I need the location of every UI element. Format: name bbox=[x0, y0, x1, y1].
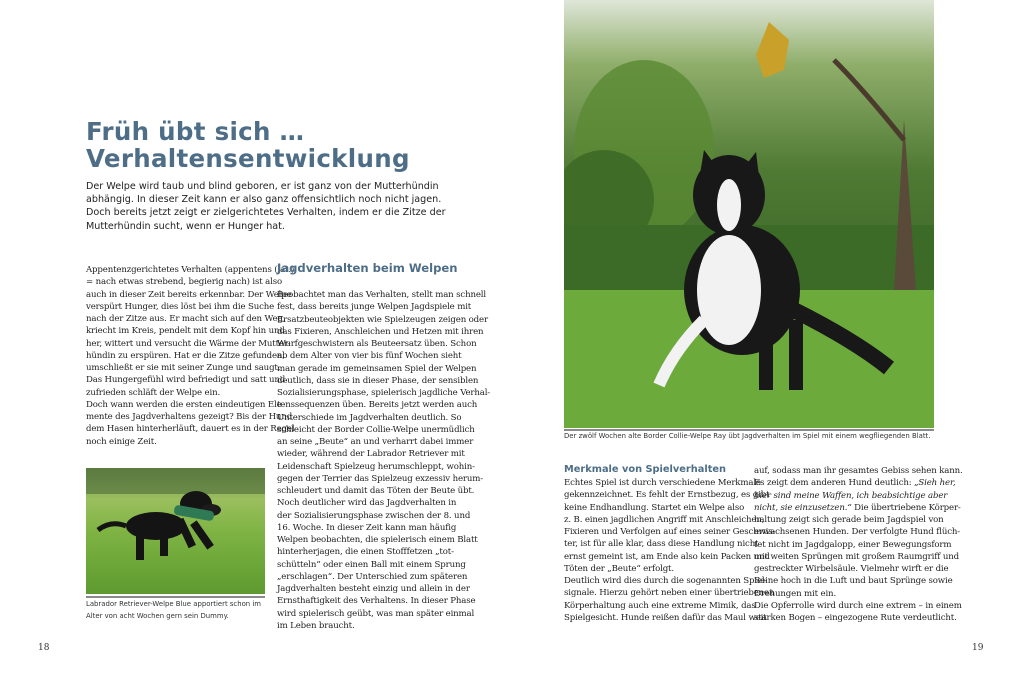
border-collie-photo bbox=[564, 0, 934, 428]
text-segment: auf, sodass man ihr gesamtes Gebiss sehen kann. bbox=[754, 466, 963, 476]
text-line: Fixieren und Verfolgen auf eines seiner Geschwis- bbox=[564, 527, 776, 537]
text-line bbox=[754, 600, 963, 612]
text-line: gegen der Terrier das Spielzeug exzessiv herum- bbox=[277, 473, 483, 484]
caption-rule bbox=[86, 596, 265, 598]
text-segment: haltung zeigt sich gerade beim Jagdspiel von bbox=[754, 515, 944, 525]
text-line: nach der Zitze aus. Er macht sich auf den Weg, bbox=[86, 314, 286, 324]
body-column-1 bbox=[86, 264, 294, 448]
text-line: deutlich, dass sie in dieser Phase, der sensiblen bbox=[277, 375, 479, 386]
page-number-right: 19 bbox=[972, 643, 984, 653]
text-line: wird spielerisch geübt, was man später einmal bbox=[277, 608, 475, 619]
caption-line: Alter von acht Wochen gern sein Dummy. bbox=[86, 611, 229, 620]
text-line: z. B. einen jagdlichen Angriff mit Anschleichen, bbox=[564, 514, 765, 525]
text-line: tenssequenzen üben. Bereits jetzt werden auch bbox=[277, 400, 478, 411]
text-line: Leidenschaft Spielzeug herumschleppt, wohin- bbox=[277, 461, 475, 472]
border-collie-illustration bbox=[564, 0, 934, 428]
text-line: zufrieden schläft der Welpe ein. bbox=[86, 387, 221, 398]
text-line: Unterschiede im Jagdverhalten deutlich. So bbox=[277, 412, 462, 423]
text-line bbox=[754, 502, 963, 514]
text-line: hündin zu erspüren. Hat er die Zitze gefunden, bbox=[86, 350, 285, 361]
text-line: fest, dass bereits junge Welpen Jagdspiele mit bbox=[277, 302, 472, 313]
section-heading-jagdverhalten: Jagdverhalten beim Welpen bbox=[277, 261, 458, 275]
caption-line: Labrador Retriever-Welpe Blue apportiert schon im bbox=[86, 600, 261, 608]
text-segment: Beine hoch in die Luft und baut Sprünge sowie bbox=[754, 576, 953, 587]
text-line bbox=[754, 490, 963, 502]
text-line: Ersatzbeuteobjekten wie Spielzeugen zeigen oder bbox=[277, 314, 488, 325]
text-line: man gerade im gemeinsamen Spiel der Welpen bbox=[277, 363, 477, 374]
text-line bbox=[754, 563, 963, 575]
quote-text: nicht, sie einzusetzen.“ bbox=[754, 502, 852, 513]
text-line: signale. Hierzu gehört neben einer übertriebenen bbox=[564, 588, 775, 599]
text-line: Sozialisierungsphase, spielerisch jagdliche Verhal- bbox=[277, 388, 491, 398]
text-line: her, wittert und versucht die Wärme der Mutter- bbox=[86, 338, 291, 349]
page-title bbox=[86, 118, 410, 172]
text-segment: gestreckter Wirbelsäule. Vielmehr wirft er die bbox=[754, 564, 949, 574]
text-line: Körperhaltung auch eine extreme Mimik, das bbox=[564, 600, 756, 611]
text-line: schleicht der Border Collie-Welpe unermüdlich bbox=[277, 424, 475, 435]
text-line: mente des Jagdverhaltens gezeigt? Bis der Hund bbox=[86, 412, 293, 422]
text-line: kriecht im Kreis, pendelt mit dem Kopf hin und bbox=[86, 326, 285, 337]
text-line bbox=[754, 477, 963, 489]
text-line: umschließt er sie mit seiner Zunge und saugt. bbox=[86, 363, 281, 373]
text-segment: mit weiten Sprüngen mit großem Raumgriff und bbox=[754, 551, 959, 562]
lead-paragraph: Der Welpe wird taub und blind geboren, er ist ganz von der Mutterhündin abhängig. In dieser Zeit kann er also ganz offensichtlich noch nicht jagen. Doch bereits jetzt zeigt er zielgerichtetes Verhalten, indem er die Zitze der Mutterhündin sucht, wenn er Hunger hat. bbox=[86, 181, 446, 232]
text-line: im Leben braucht. bbox=[277, 620, 355, 631]
text-segment: Drehungen mit ein. bbox=[754, 588, 837, 599]
text-line: „erschlagen“. Der Unterschied zum späteren bbox=[277, 571, 468, 582]
text-line bbox=[754, 526, 963, 538]
page-number-left: 18 bbox=[38, 643, 50, 653]
text-line: der Sozialisierungsphase zwischen der 8. und bbox=[277, 510, 471, 521]
text-line bbox=[754, 575, 963, 587]
text-line: auch in dieser Zeit bereits erkennbar. Der Welpe bbox=[86, 289, 292, 300]
text-line: ernst gemeint ist, am Ende also kein Packen und bbox=[564, 551, 770, 562]
text-line: Ernsthaftigkeit des Verhaltens. In dieser Phase bbox=[277, 596, 476, 607]
text-line: keine Endhandlung. Startet ein Welpe also bbox=[564, 502, 745, 513]
quote-text: hier sind meine Waffen, ich beabsichtige aber bbox=[754, 490, 948, 501]
text-line bbox=[754, 539, 963, 551]
text-line: Das Hungergefühl wird befriedigt und satt und bbox=[86, 375, 286, 386]
text-line: Wurfgeschwistern als Beuteersatz üben. Schon bbox=[277, 339, 477, 349]
text-line: dem Hasen hinterherläuft, dauert es in der Regel bbox=[86, 424, 295, 435]
text-line: 16. Woche. In dieser Zeit kann man häufig bbox=[277, 522, 457, 533]
photo-caption-right: Der zwölf Wochen alte Border Collie-Welpe Ray übt Jagdverhalten im Spiel mit einem wegfliegenden Blatt. bbox=[564, 432, 931, 440]
text-line: schleudert und damit das Töten der Beute übt. bbox=[277, 486, 475, 496]
text-line: gekennzeichnet. Es fehlt der Ernstbezug, es gibt bbox=[564, 490, 770, 501]
text-line: noch einige Zeit. bbox=[86, 436, 157, 447]
text-line: Welpen beobachten, die spielerisch einem Blatt bbox=[277, 535, 478, 545]
photo-caption-left bbox=[86, 599, 261, 622]
text-line: = nach etwas strebend, begierig nach) ist also bbox=[86, 277, 282, 288]
text-line bbox=[754, 588, 963, 600]
text-line bbox=[754, 514, 963, 526]
text-line: Noch deutlicher wird das Jagdverhalten in bbox=[277, 498, 457, 509]
text-line: Töten der „Beute“ erfolgt. bbox=[564, 563, 674, 574]
text-segment: erwachsenen Hunden. Der verfolgte Hund flüch- bbox=[754, 527, 961, 538]
labrador-puppy-illustration bbox=[86, 468, 265, 594]
body-column-4 bbox=[754, 465, 963, 624]
text-segment: Die übertriebene Körper- bbox=[851, 502, 961, 513]
text-segment: tet nicht im Jagdgalopp, einer Bewegungsform bbox=[754, 539, 952, 550]
text-line: Beobachtet man das Verhalten, stellt man schnell bbox=[277, 290, 486, 300]
labrador-puppy-photo bbox=[86, 468, 265, 594]
text-line: Echtes Spiel ist durch verschiedene Merkmale bbox=[564, 478, 761, 488]
text-line bbox=[754, 612, 963, 624]
text-segment: Die Opferrolle wird durch eine extrem – in einem bbox=[754, 600, 962, 611]
text-line: an seine „Beute“ an und verharrt dabei immer bbox=[277, 437, 474, 447]
section-heading-merkmale: Merkmale von Spielverhalten bbox=[564, 464, 727, 475]
text-line: Deutlich wird dies durch die sogenannten Spiel- bbox=[564, 576, 768, 586]
text-line: ter, ist für alle klar, dass diese Handlung nicht bbox=[564, 539, 759, 550]
body-column-2 bbox=[277, 289, 490, 632]
text-segment: Es zeigt dem anderen Hund deutlich: bbox=[754, 478, 915, 489]
text-line: wieder, während der Labrador Retriever mit bbox=[277, 449, 465, 460]
text-line: Appentenzgerichtetes Verhalten (appentens (lat.) bbox=[86, 265, 295, 275]
text-line: ab dem Alter von vier bis fünf Wochen sieht bbox=[277, 351, 462, 362]
text-line: Jagdverhalten besteht einzig und allein in der bbox=[277, 584, 470, 594]
title-line-2: Verhaltensentwicklung bbox=[86, 144, 410, 173]
text-line: Spielgesicht. Hunde reißen dafür das Maul weit bbox=[564, 612, 767, 623]
text-line: verspürt Hunger, dies löst bei ihm die Suche bbox=[86, 301, 275, 312]
text-line bbox=[754, 551, 963, 563]
body-column-3 bbox=[564, 477, 775, 624]
text-line bbox=[754, 465, 963, 477]
text-line: hinterherjagen, die einen Stofffetzen „tot- bbox=[277, 547, 454, 558]
text-line: schütteln“ oder einen Ball mit einem Sprung bbox=[277, 559, 466, 570]
text-segment: starken Bogen – eingezogene Rute verdeutlicht. bbox=[754, 613, 957, 623]
text-line: das Fixieren, Anschleichen und Hetzen mit ihren bbox=[277, 326, 484, 337]
quote-text: „Sieh her, bbox=[914, 478, 956, 489]
title-line-1: Früh übt sich … bbox=[86, 117, 305, 146]
text-line: Doch wann werden die ersten eindeutigen Ele- bbox=[86, 399, 285, 410]
